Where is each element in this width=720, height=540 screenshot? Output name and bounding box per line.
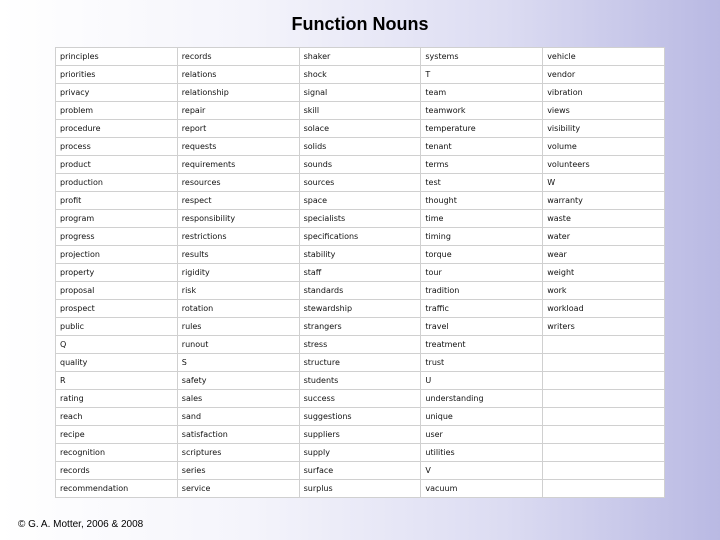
- table-cell: water: [543, 228, 665, 246]
- table-cell: supply: [299, 444, 421, 462]
- table-cell: suggestions: [299, 408, 421, 426]
- table-cell: [543, 336, 665, 354]
- table-row: [56, 336, 665, 354]
- table-cell: service: [177, 480, 299, 498]
- table-cell: satisfaction: [177, 426, 299, 444]
- table-row: [56, 84, 665, 102]
- table-cell: volunteers: [543, 156, 665, 174]
- table-row: [56, 372, 665, 390]
- table-cell: prospect: [56, 300, 178, 318]
- table-cell: volume: [543, 138, 665, 156]
- table-cell: writers: [543, 318, 665, 336]
- table-cell: traffic: [421, 300, 543, 318]
- table-cell: vibration: [543, 84, 665, 102]
- table-cell: waste: [543, 210, 665, 228]
- table-cell: respect: [177, 192, 299, 210]
- table-cell: weight: [543, 264, 665, 282]
- table-cell: projection: [56, 246, 178, 264]
- table-cell: [543, 390, 665, 408]
- table-cell: shaker: [299, 48, 421, 66]
- table-cell: sources: [299, 174, 421, 192]
- table-cell: team: [421, 84, 543, 102]
- table-cell: T: [421, 66, 543, 84]
- table-cell: [543, 408, 665, 426]
- table-cell: series: [177, 462, 299, 480]
- table-cell: surplus: [299, 480, 421, 498]
- table-cell: thought: [421, 192, 543, 210]
- table-cell: surface: [299, 462, 421, 480]
- table-cell: students: [299, 372, 421, 390]
- table-cell: [543, 444, 665, 462]
- table-cell: [543, 462, 665, 480]
- table-cell: production: [56, 174, 178, 192]
- table-cell: rigidity: [177, 264, 299, 282]
- table-cell: rotation: [177, 300, 299, 318]
- table-cell: risk: [177, 282, 299, 300]
- table-cell: profit: [56, 192, 178, 210]
- table-cell: property: [56, 264, 178, 282]
- table-cell: reach: [56, 408, 178, 426]
- table-cell: priorities: [56, 66, 178, 84]
- table-cell: space: [299, 192, 421, 210]
- table-cell: relations: [177, 66, 299, 84]
- table-cell: utilities: [421, 444, 543, 462]
- table-row: [56, 354, 665, 372]
- table-cell: report: [177, 120, 299, 138]
- table-row: [56, 408, 665, 426]
- table-cell: treatment: [421, 336, 543, 354]
- table-cell: temperature: [421, 120, 543, 138]
- table-row: [56, 102, 665, 120]
- table-cell: success: [299, 390, 421, 408]
- table-cell: stewardship: [299, 300, 421, 318]
- table-cell: program: [56, 210, 178, 228]
- table-cell: restrictions: [177, 228, 299, 246]
- table-row: [56, 282, 665, 300]
- table-cell: structure: [299, 354, 421, 372]
- table-cell: procedure: [56, 120, 178, 138]
- table-cell: vehicle: [543, 48, 665, 66]
- table-row: [56, 138, 665, 156]
- table-cell: suppliers: [299, 426, 421, 444]
- table-cell: torque: [421, 246, 543, 264]
- table-cell: systems: [421, 48, 543, 66]
- table-cell: principles: [56, 48, 178, 66]
- table-cell: product: [56, 156, 178, 174]
- table-cell: wear: [543, 246, 665, 264]
- table-cell: V: [421, 462, 543, 480]
- table-row: [56, 228, 665, 246]
- table-cell: standards: [299, 282, 421, 300]
- table-cell: test: [421, 174, 543, 192]
- function-nouns-table: [55, 47, 665, 498]
- table-cell: [543, 426, 665, 444]
- table-cell: staff: [299, 264, 421, 282]
- table-cell: terms: [421, 156, 543, 174]
- table-cell: sand: [177, 408, 299, 426]
- table-cell: work: [543, 282, 665, 300]
- table-cell: sounds: [299, 156, 421, 174]
- table-cell: rules: [177, 318, 299, 336]
- table-cell: requirements: [177, 156, 299, 174]
- table-cell: process: [56, 138, 178, 156]
- table-cell: sales: [177, 390, 299, 408]
- table-cell: views: [543, 102, 665, 120]
- table-body: [56, 48, 665, 498]
- table-cell: safety: [177, 372, 299, 390]
- page-title: Function Nouns: [291, 14, 429, 34]
- table-cell: user: [421, 426, 543, 444]
- table-cell: tenant: [421, 138, 543, 156]
- table-cell: stability: [299, 246, 421, 264]
- table-cell: scriptures: [177, 444, 299, 462]
- table-row: [56, 318, 665, 336]
- table-cell: resources: [177, 174, 299, 192]
- table-cell: [543, 480, 665, 498]
- table-cell: [543, 372, 665, 390]
- table-cell: public: [56, 318, 178, 336]
- table-row: [56, 174, 665, 192]
- table-cell: responsibility: [177, 210, 299, 228]
- table-cell: signal: [299, 84, 421, 102]
- table-cell: tradition: [421, 282, 543, 300]
- table-cell: specialists: [299, 210, 421, 228]
- table-cell: R: [56, 372, 178, 390]
- table-cell: results: [177, 246, 299, 264]
- table-cell: records: [177, 48, 299, 66]
- table-cell: quality: [56, 354, 178, 372]
- table-cell: trust: [421, 354, 543, 372]
- table-cell: visibility: [543, 120, 665, 138]
- table-cell: solace: [299, 120, 421, 138]
- table-cell: shock: [299, 66, 421, 84]
- table-cell: vacuum: [421, 480, 543, 498]
- table-cell: skill: [299, 102, 421, 120]
- table-row: [56, 156, 665, 174]
- table-cell: U: [421, 372, 543, 390]
- table-row: [56, 246, 665, 264]
- table-cell: workload: [543, 300, 665, 318]
- table-cell: solids: [299, 138, 421, 156]
- table-cell: [543, 354, 665, 372]
- table-cell: stress: [299, 336, 421, 354]
- table-cell: relationship: [177, 84, 299, 102]
- table-cell: understanding: [421, 390, 543, 408]
- table-row: [56, 300, 665, 318]
- table-cell: recommendation: [56, 480, 178, 498]
- table-cell: timing: [421, 228, 543, 246]
- table-row: [56, 462, 665, 480]
- table-cell: recognition: [56, 444, 178, 462]
- copyright-notice: © G. A. Motter, 2006 & 2008: [18, 519, 144, 530]
- table-row: [56, 390, 665, 408]
- table-row: [56, 444, 665, 462]
- table-cell: Q: [56, 336, 178, 354]
- table-row: [56, 264, 665, 282]
- table-row: [56, 48, 665, 66]
- table-cell: time: [421, 210, 543, 228]
- table-cell: problem: [56, 102, 178, 120]
- table-cell: specifications: [299, 228, 421, 246]
- table-cell: W: [543, 174, 665, 192]
- table-row: [56, 120, 665, 138]
- table-cell: rating: [56, 390, 178, 408]
- table-cell: tour: [421, 264, 543, 282]
- table-row: [56, 192, 665, 210]
- table-row: [56, 66, 665, 84]
- table-cell: S: [177, 354, 299, 372]
- table-row: [56, 480, 665, 498]
- table-cell: runout: [177, 336, 299, 354]
- table-cell: requests: [177, 138, 299, 156]
- table-row: [56, 210, 665, 228]
- table-row: [56, 426, 665, 444]
- table-cell: records: [56, 462, 178, 480]
- table-cell: progress: [56, 228, 178, 246]
- table-cell: privacy: [56, 84, 178, 102]
- table-cell: unique: [421, 408, 543, 426]
- table-cell: repair: [177, 102, 299, 120]
- table-cell: strangers: [299, 318, 421, 336]
- table-cell: recipe: [56, 426, 178, 444]
- table-cell: warranty: [543, 192, 665, 210]
- table-cell: vendor: [543, 66, 665, 84]
- table-cell: proposal: [56, 282, 178, 300]
- table-cell: teamwork: [421, 102, 543, 120]
- table-cell: travel: [421, 318, 543, 336]
